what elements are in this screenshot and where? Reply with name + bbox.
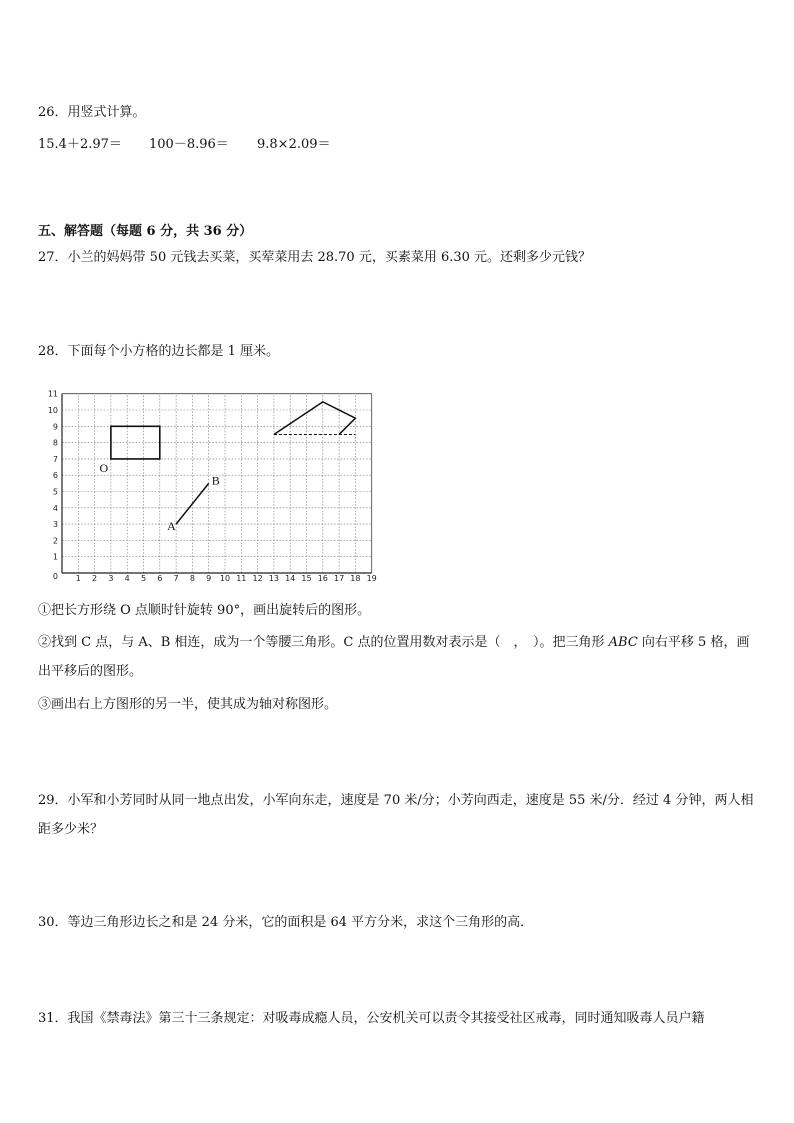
q26-calculations [38, 137, 331, 153]
q28-title: 28．下面每个小方格的边长都是 1 厘米。 [38, 344, 280, 359]
q28-sub2 [38, 628, 758, 686]
q31-text: 31．我国《禁毒法》第三十三条规定：对吸毒成瘾人员，公安机关可以责令其接受社区戒毒，同时通知吸毒人员户籍 [38, 1011, 705, 1026]
y-tick-label: 5 [52, 487, 58, 497]
y-tick-label: 7 [52, 454, 58, 464]
x-tick-label: 1 [75, 574, 81, 582]
y-tick-label: 4 [52, 503, 58, 513]
x-tick-label: 9 [206, 574, 212, 582]
x-tick-label: 6 [157, 574, 163, 582]
x-tick-label: 14 [285, 574, 296, 582]
x-tick-label: 15 [301, 574, 312, 582]
y-tick-label: 9 [52, 422, 58, 432]
q26-item-1: 15.4＋2.97＝ [38, 137, 122, 152]
y-tick-label: 10 [47, 406, 58, 415]
q28-sub2-part1: ②找到 C 点，与 A、B 相连，成为一个等腰三角形。C 点的位置用数对表示是（ ， ）。把三角形 [38, 635, 609, 650]
grid-figures [99, 402, 355, 533]
origin-label: 0 [52, 572, 58, 581]
coordinate-grid [42, 380, 388, 582]
x-tick-label: 18 [350, 574, 361, 582]
q28-sub2-abc: ABC [608, 635, 638, 650]
x-tick-label: 3 [108, 574, 114, 582]
point-b-label: B [211, 473, 220, 488]
q28-sub3: ③画出右上方图形的另一半，使其成为轴对称图形。 [38, 697, 338, 712]
x-tick-label: 7 [173, 574, 179, 582]
x-tick-label: 13 [268, 574, 279, 582]
y-tick-label: 3 [52, 520, 58, 530]
q26-title: 26．用竖式计算。 [38, 105, 146, 120]
q28-sub2-part2: 向右平移 5 格，画出平移后的图形。 [38, 635, 750, 679]
y-tick-label: 2 [52, 536, 58, 546]
q29-text: 29．小军和小芳同时从同一地点出发，小军向东走，速度是 70 米/分；小芳向西走，速度是 55 米/分．经过 4 分钟，两人相距多少米？ [38, 793, 754, 837]
x-tick-label: 16 [317, 574, 328, 582]
half-figure-shape [274, 402, 356, 435]
x-tick-label: 11 [236, 574, 247, 582]
y-tick-label: 1 [52, 552, 58, 562]
x-tick-label: 19 [366, 574, 377, 582]
y-tick-label: 8 [52, 438, 58, 448]
x-tick-label: 5 [140, 574, 147, 582]
point-a-label: A [167, 519, 176, 534]
x-tick-label: 17 [334, 574, 345, 582]
x-tick-label: 12 [252, 574, 263, 582]
x-tick-label: 2 [92, 574, 98, 582]
y-tick-label: 11 [47, 389, 58, 399]
q26-item-3: 9.8×2.09＝ [257, 137, 331, 152]
section-5-title: 五、解答题（每题 6 分，共 36 分） [38, 224, 253, 239]
x-tick-label: 10 [219, 574, 231, 582]
y-tick-label: 6 [52, 471, 58, 481]
q26-item-2: 100－8.96＝ [149, 137, 229, 152]
x-tick-label: 4 [124, 574, 130, 582]
rectangle-label-o: O [99, 460, 109, 475]
x-tick-label: 8 [189, 574, 195, 582]
q30-text: 30．等边三角形边长之和是 24 分米，它的面积是 64 平方分米，求这个三角形的高． [38, 915, 534, 930]
q27-text: 27．小兰的妈妈带 50 元钱去买菜，买荤菜用去 28.70 元，买素菜用 6.30 元。还剩多少元钱？ [38, 250, 592, 265]
q28-sub1: ①把长方形绕 O 点顺时针旋转 90°，画出旋转后的图形。 [38, 603, 371, 618]
